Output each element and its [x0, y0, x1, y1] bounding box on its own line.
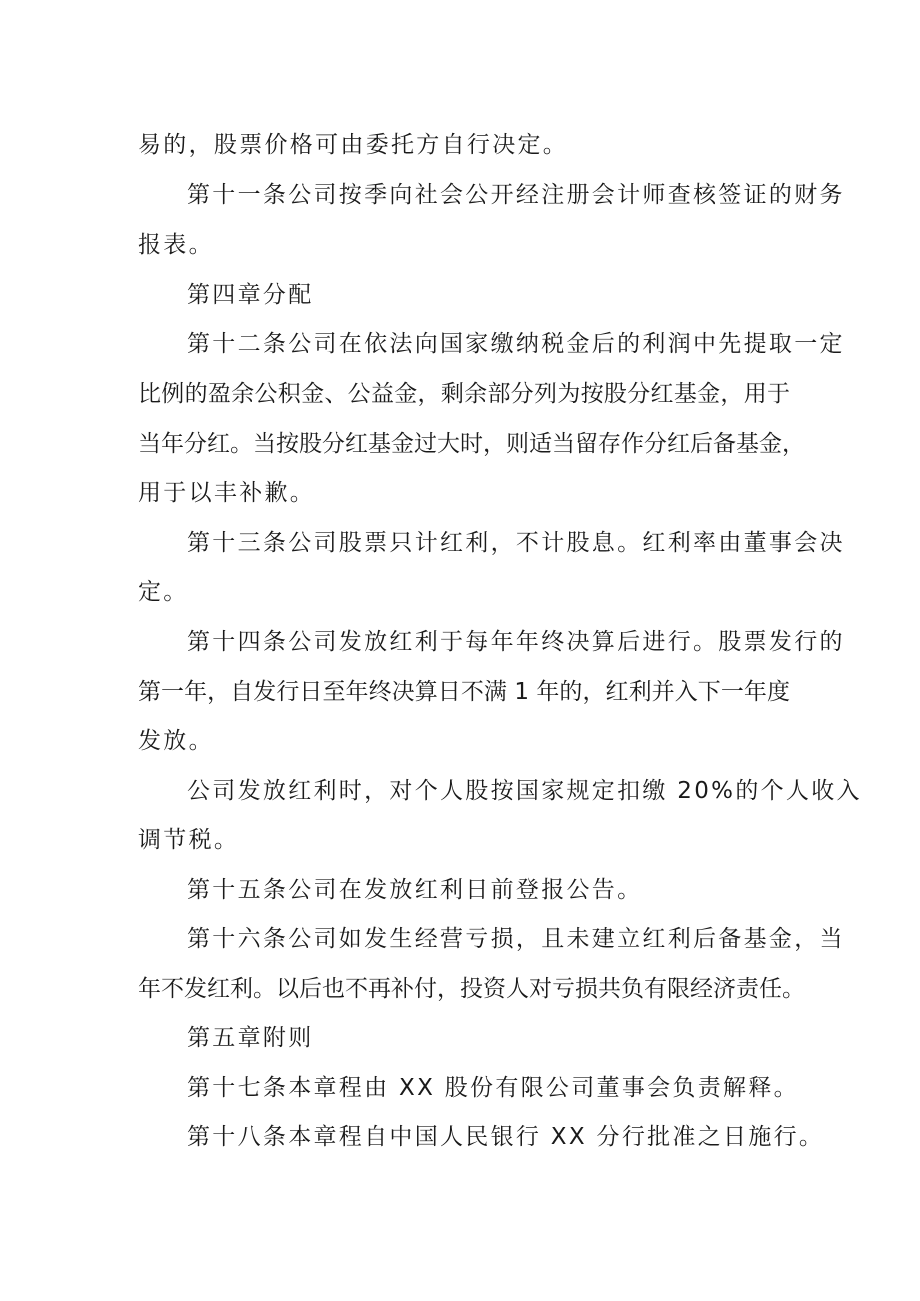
- text-line: 报表。: [138, 232, 214, 258]
- text-line: 调节税。: [138, 827, 240, 853]
- text-line: 比例的盈余公积金、公益金，剩余部分列为按股分红基金，用于: [138, 381, 790, 407]
- text-line: 当年分红。当按股分红基金过大时，则适当留存作分红后备基金，: [138, 431, 805, 457]
- chapter-5-heading: 第五章附则: [187, 1025, 314, 1051]
- paragraph-line: 公司发放红利时，对个人股按国家规定扣缴 20%的个人收入: [187, 778, 862, 804]
- article-17-line: 第十七条本章程由 XX 股份有限公司董事会负责解释。: [187, 1075, 799, 1101]
- text-line: 第一年，自发行日至年终决算日不满 1 年的，红利并入下一年度: [138, 679, 790, 705]
- text-line: 易的，股票价格可由委托方自行决定。: [138, 132, 569, 158]
- text-line: 定。: [138, 579, 189, 605]
- article-11-line: 第十一条公司按季向社会公开经注册会计师查核签证的财务: [187, 182, 845, 208]
- article-15-line: 第十五条公司在发放红利日前登报公告。: [187, 877, 643, 903]
- text-line: 发放。: [138, 728, 214, 754]
- chapter-4-heading: 第四章分配: [187, 282, 314, 308]
- article-13-line: 第十三条公司股票只计红利，不计股息。红利率由董事会决: [187, 530, 845, 556]
- article-14-line: 第十四条公司发放红利于每年年终决算后进行。股票发行的: [187, 629, 845, 655]
- text-line: 用于以丰补歉。: [138, 480, 316, 506]
- article-12-line: 第十二条公司在依法向国家缴纳税金后的利润中先提取一定: [187, 331, 845, 357]
- article-16-line: 第十六条公司如发生经营亏损，且未建立红利后备基金，当: [187, 926, 845, 952]
- article-18-line: 第十八条本章程自中国人民银行 XX 分行批准之日施行。: [187, 1124, 825, 1150]
- text-line: 年不发红利。以后也不再补付，投资人对亏损共负有限经济责任。: [138, 976, 805, 1002]
